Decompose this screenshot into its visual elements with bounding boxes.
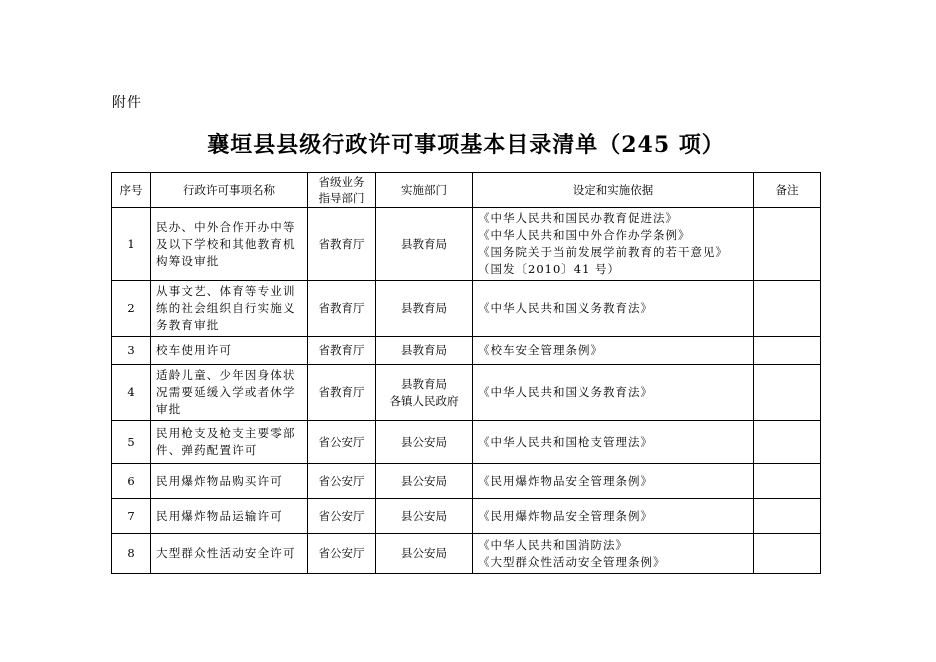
row-note — [754, 281, 821, 337]
dept-line: 县教育局 — [401, 236, 447, 251]
row-no: 3 — [112, 337, 151, 365]
row-no: 2 — [112, 281, 151, 337]
row-no: 6 — [112, 464, 151, 499]
row-dept — [376, 499, 473, 534]
row-guide-dept: 省教育厅 — [308, 365, 376, 421]
row-dept — [376, 337, 473, 365]
row-name: 适龄儿童、少年因身体状况需要延缓入学或者休学审批 — [151, 365, 308, 421]
dept-line: 县公安局 — [401, 546, 447, 560]
row-basis — [473, 499, 754, 534]
row-guide-dept: 省教育厅 — [308, 337, 376, 365]
row-no: 4 — [112, 365, 151, 421]
table-row — [112, 337, 821, 365]
permit-table — [111, 172, 821, 574]
row-name: 民用枪支及枪支主要零部件、弹药配置许可 — [151, 421, 308, 464]
row-dept — [376, 421, 473, 464]
row-note — [754, 208, 821, 281]
table-row — [112, 534, 821, 574]
col-header-name: 行政许可事项名称 — [151, 173, 308, 208]
dept-line: 县公安局 — [401, 508, 447, 523]
col-header-note: 备注 — [754, 173, 821, 208]
basis-line: 《中华人民共和国消防法》 — [478, 537, 628, 552]
basis-line: 《民用爆炸物品安全管理条例》 — [478, 473, 653, 488]
row-no: 5 — [112, 421, 151, 464]
row-no: 7 — [112, 499, 151, 534]
row-name: 从事文艺、体育等专业训练的社会组织自行实施义务教育审批 — [151, 281, 308, 337]
table-header-row — [112, 173, 821, 208]
col-header-guide-dept — [308, 173, 376, 208]
table-row — [112, 281, 821, 337]
dept-line: 县教育局 — [401, 301, 447, 315]
basis-line: 《民用爆炸物品安全管理条例》 — [478, 508, 653, 523]
dept-line: 县教育局 — [401, 376, 447, 391]
basis-line: 《中华人民共和国中外合作办学条例》 — [478, 228, 691, 242]
table-row — [112, 464, 821, 499]
col-header-dept: 实施部门 — [376, 173, 473, 208]
row-dept — [376, 534, 473, 574]
row-note — [754, 464, 821, 499]
row-no: 8 — [112, 534, 151, 574]
row-note — [754, 534, 821, 574]
row-no: 1 — [112, 208, 151, 281]
row-basis — [473, 208, 754, 281]
row-guide-dept: 省公安厅 — [308, 534, 376, 574]
table-row — [112, 499, 821, 534]
table-row — [112, 208, 821, 281]
basis-line: 《中华人民共和国义务教育法》 — [478, 301, 653, 315]
dept-line: 县教育局 — [401, 343, 447, 357]
row-name: 民办、中外合作开办中等及以下学校和其他教育机构筹设审批 — [151, 208, 308, 281]
table-row — [112, 365, 821, 421]
row-name: 大型群众性活动安全许可 — [151, 534, 308, 574]
row-dept — [376, 365, 473, 421]
basis-line: 《大型群众性活动安全管理条例》 — [478, 554, 666, 569]
page-title: 襄垣县县级行政许可事项基本目录清单（245 项） — [207, 132, 725, 158]
attachment-label: 附件 — [112, 95, 142, 111]
row-name: 校车使用许可 — [151, 337, 308, 365]
row-basis — [473, 365, 754, 421]
row-basis — [473, 281, 754, 337]
table-row — [112, 421, 821, 464]
row-note — [754, 499, 821, 534]
basis-line: 《中华人民共和国枪支管理法》 — [478, 434, 653, 449]
row-guide-dept: 省公安厅 — [308, 464, 376, 499]
row-basis — [473, 464, 754, 499]
row-note — [754, 365, 821, 421]
basis-line: 《中华人民共和国民办教育促进法》 — [478, 211, 678, 225]
row-guide-dept: 省公安厅 — [308, 499, 376, 534]
row-basis — [473, 421, 754, 464]
row-guide-dept: 省教育厅 — [308, 208, 376, 281]
row-guide-dept: 省教育厅 — [308, 281, 376, 337]
basis-line: （国发〔2010〕41 号） — [478, 262, 621, 276]
basis-line: 《中华人民共和国义务教育法》 — [478, 385, 653, 399]
col-header-basis: 设定和实施依据 — [473, 173, 754, 208]
row-name: 民用爆炸物品运输许可 — [151, 499, 308, 534]
basis-line: 《校车安全管理条例》 — [478, 343, 603, 357]
col-header-no: 序号 — [112, 173, 151, 208]
row-name: 民用爆炸物品购买许可 — [151, 464, 308, 499]
row-dept — [376, 281, 473, 337]
row-note — [754, 337, 821, 365]
row-basis — [473, 337, 754, 365]
dept-line: 各镇人民政府 — [389, 393, 459, 408]
row-dept — [376, 464, 473, 499]
table-body — [112, 208, 821, 574]
col-header-guide-dept-text: 省级业务 指导部门 — [318, 175, 365, 205]
row-dept — [376, 208, 473, 281]
row-guide-dept: 省公安厅 — [308, 421, 376, 464]
dept-line: 县公安局 — [401, 434, 447, 449]
row-note — [754, 421, 821, 464]
dept-line: 县公安局 — [401, 473, 447, 488]
row-basis — [473, 534, 754, 574]
basis-line: 《国务院关于当前发展学前教育的若干意见》 — [478, 245, 728, 259]
